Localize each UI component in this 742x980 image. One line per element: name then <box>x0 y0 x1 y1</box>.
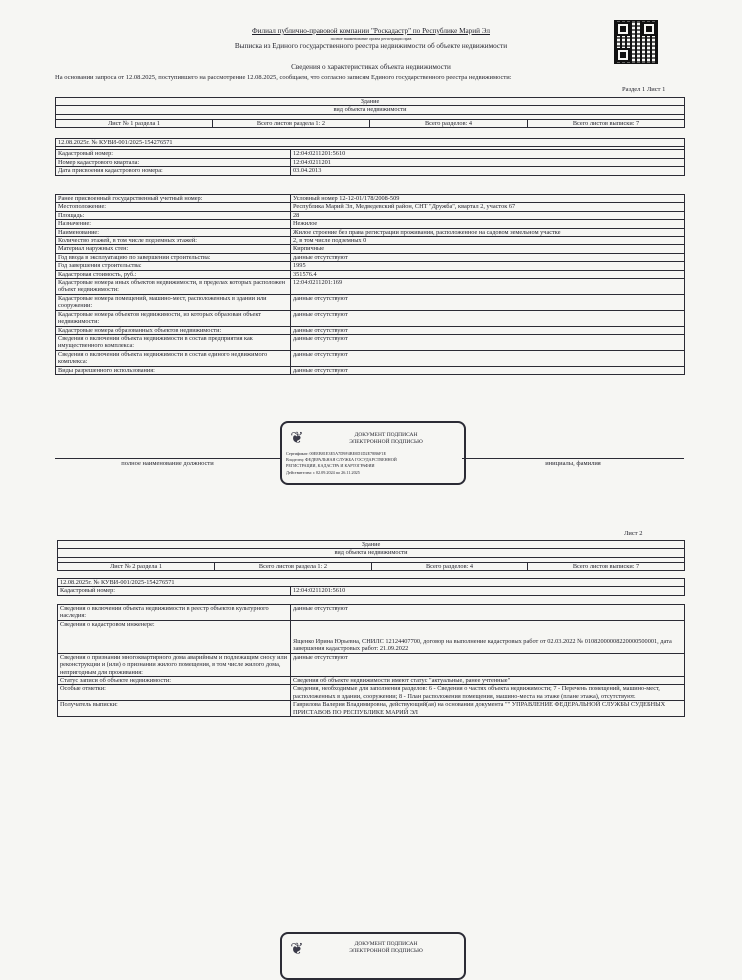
field-value: 351576.4 <box>291 270 685 278</box>
field-label: Сведения о включении объекта недвижимости в состав единого недвижимого комплекса: <box>56 350 291 366</box>
field-value: данные отсутствуют <box>291 326 685 334</box>
table-row <box>56 167 685 175</box>
field-value: данные отсутствуют <box>291 294 685 310</box>
field-value: Условный номер 12-12-01/178/2008-509 <box>291 195 685 203</box>
sheet2-row-value: Гаврилова Валерия Владимировна, действующий(ая) на основании документа "" УПРАВЛЕНИЕ ФЕДЕРАЛЬНОЙ СЛУЖБЫ СУДЕБНЫХ ПРИСТАВОВ ПО РЕСПУБЛИКЕ МАРИЙ ЭЛ <box>291 701 685 717</box>
field-value: 28 <box>291 211 685 219</box>
digital-signature-stamp <box>280 421 466 485</box>
digital-signature-stamp-2 <box>280 932 466 980</box>
sheet2-cadastral-value: 12:04:0211201:5610 <box>291 587 685 595</box>
total-sections: Всего разделов: 4 <box>370 119 528 127</box>
field-value: Кирпичные <box>291 245 685 253</box>
field-value: 12:04:0211201 <box>291 158 685 166</box>
field-label: Ранее присвоенный государственный учетный номер: <box>56 195 291 203</box>
request-line: На основании запроса от 12.08.2025, поступившего на рассмотрение 12.08.2025, сообщаем, что согласно записям Единого государственного реестра недвижимости: <box>55 74 512 81</box>
sheet2-object-type: Здание <box>58 541 685 549</box>
table-row <box>56 211 685 219</box>
sheet2-cadastral-label: Кадастровый номер: <box>58 587 291 595</box>
field-label: Год завершения строительства: <box>56 262 291 270</box>
field-label: Сведения о включении объекта недвижимости в состав предприятия как имущественного комплекса: <box>56 334 291 350</box>
field-value: данные отсутствуют <box>291 253 685 261</box>
field-label: Виды разрешенного использования: <box>56 366 291 374</box>
field-label: Дата присвоения кадастрового номера: <box>56 167 291 175</box>
field-label: Кадастровые номера образованных объектов недвижимости: <box>56 326 291 334</box>
footer-position-label: полное наименование должности <box>121 460 214 467</box>
table-row <box>56 237 685 245</box>
table-row <box>56 294 685 310</box>
field-label: Кадастровые номера иных объектов недвижимости, в пределах которых расположен объект недвижимости: <box>56 279 291 295</box>
sheet2-row-label: Сведения о включении объекта недвижимости в реестр объектов культурного наследия: <box>58 605 291 621</box>
table-row <box>56 228 685 236</box>
field-label: Год ввода в эксплуатацию по завершении строительства: <box>56 253 291 261</box>
sheet2-row-value: данные отсутствуют <box>291 605 685 621</box>
section-title: Сведения о характеристиках объекта недвижимости <box>291 63 451 71</box>
table-row <box>56 334 685 350</box>
field-value: данные отсутствуют <box>291 350 685 366</box>
registry-org-name: Филиал публично-правовой компании "Роскадастр" по Республике Марий Эл <box>252 27 490 35</box>
table-row <box>56 350 685 366</box>
sheet1-characteristics-table <box>55 194 685 375</box>
field-label: Местоположение: <box>56 203 291 211</box>
sheet2-cadastral-table <box>57 578 685 596</box>
sheet2-row-label: Особые отметки: <box>58 685 291 701</box>
field-label: Количество этажей, в том числе подземных этажей: <box>56 237 291 245</box>
stamp-owner-cont: РЕГИСТРАЦИИ, КАДАСТРА И КАРТОГРАФИИ <box>286 463 375 468</box>
sheet2-row-value: данные отсутствуют <box>291 653 685 676</box>
sheet2-total-sheets-section: Всего листов раздела 1: 2 <box>215 562 372 570</box>
sheet2-label: Лист 2 <box>624 530 643 537</box>
stamp-title: ДОКУМЕНТ ПОДПИСАН <box>354 432 418 438</box>
table-row <box>56 158 685 166</box>
table-row <box>56 310 685 326</box>
field-value: данные отсутствуют <box>291 310 685 326</box>
table-row <box>56 262 685 270</box>
object-type: Здание <box>56 98 685 106</box>
sheet2-extract-number: 12.08.2025г. № КУВИ-001/2025-154276571 <box>58 579 685 587</box>
registry-org-caption: полное наименование органа регистрации прав <box>330 36 412 41</box>
table-row <box>56 366 685 374</box>
field-label: Наименование: <box>56 228 291 236</box>
stamp-certificate: Сертификат: 00EEB81E3E5A7D9F4BE0D1D2E78B6F1E <box>286 451 387 456</box>
table-row <box>56 253 685 261</box>
total-sheets-extract: Всего листов выписки: 7 <box>528 119 685 127</box>
footer-name-label: инициалы, фамилия <box>545 460 601 467</box>
sheet2-sheet-number: Лист № 2 раздела 1 <box>58 562 215 570</box>
sheet2-row-label: Сведения о кадастровом инженере: <box>58 620 291 653</box>
sheet-number: Лист № 1 раздела 1 <box>56 119 213 127</box>
stamp-validity: Действителен: с 02.09.2024 по 26.11.2025 <box>286 470 360 475</box>
sheet1-cadastral-table <box>55 138 685 176</box>
field-value: Республика Марий Эл, Медведевский район, СНТ "Дружба", квартал 2, участок 67 <box>291 203 685 211</box>
field-label: Материал наружных стен: <box>56 245 291 253</box>
field-value: данные отсутствуют <box>291 334 685 350</box>
table-row <box>56 195 685 203</box>
field-value: Нежилое <box>291 220 685 228</box>
field-label: Кадастровые номера помещений, машино-мест, расположенных в здании или сооружении: <box>56 294 291 310</box>
sheet2-header-table <box>57 540 685 571</box>
total-sheets-section: Всего листов раздела 1: 2 <box>213 119 370 127</box>
table-row <box>56 245 685 253</box>
field-label: Назначение: <box>56 220 291 228</box>
field-value: 1995 <box>291 262 685 270</box>
stamp2-title: ДОКУМЕНТ ПОДПИСАН <box>354 941 418 947</box>
sheet2-row-label: Сведения о признании многоквартирного дома аварийным и подлежащим сносу или реконструкции и (или) о признании жилого помещения, в том числе жилого дома, непригодным для проживания: <box>58 653 291 676</box>
field-label: Кадастровые номера объектов недвижимости, из которых образован объект недвижимости: <box>56 310 291 326</box>
stamp-subtitle: ЭЛЕКТРОННОЙ ПОДПИСЬЮ <box>349 439 423 445</box>
extract-number: 12.08.2025г. № КУВИ-001/2025-154276571 <box>56 139 685 147</box>
stamp-owner: Владелец: ФЕДЕРАЛЬНАЯ СЛУЖБА ГОСУДАРСТВЕННОЙ <box>286 457 397 462</box>
sheet2-total-sheets-extract: Всего листов выписки: 7 <box>528 562 685 570</box>
field-value: 12:04:0211201:5610 <box>291 150 685 158</box>
section-sheet-label: Раздел 1 Лист 1 <box>622 86 666 93</box>
table-row <box>56 220 685 228</box>
field-value: данные отсутствуют <box>291 366 685 374</box>
sheet2-total-sections: Всего разделов: 4 <box>372 562 528 570</box>
field-label: Кадастровая стоимость, руб.: <box>56 270 291 278</box>
field-label: Номер кадастрового квартала: <box>56 158 291 166</box>
field-label: Площадь: <box>56 211 291 219</box>
sheet2-row-value: Ященко Ирина Юрьевна, СНИЛС 12124407700, договор на выполнение кадастровых работ от 02.03.2022 № 01082000008220000500001, дата завершения кадастровых работ: 21.09.2022 <box>291 620 685 653</box>
sheet2-details-table <box>57 604 685 717</box>
qr-code-icon <box>614 20 658 64</box>
table-row <box>56 150 685 158</box>
field-value: Жилое строение без права регистрации проживания, расположенное на садовом земельном участке <box>291 228 685 236</box>
eagle-emblem-icon: ❦ <box>290 430 304 447</box>
sheet2-row-label: Статус записи об объекте недвижимости: <box>58 677 291 685</box>
field-value: 2, в том числе подземных 0 <box>291 237 685 245</box>
sheet1-header-table <box>55 97 685 128</box>
table-row <box>56 279 685 295</box>
table-row <box>56 203 685 211</box>
eagle-emblem-icon: ❦ <box>290 941 304 958</box>
stamp2-subtitle: ЭЛЕКТРОННОЙ ПОДПИСЬЮ <box>349 948 423 954</box>
table-row <box>56 270 685 278</box>
field-value: 03.04.2013 <box>291 167 685 175</box>
document-title: Выписка из Единого государственного реестра недвижимости об объекте недвижимости <box>234 42 508 50</box>
object-type-label: вид объекта недвижимости <box>56 106 685 114</box>
sheet2-row-label: Получатель выписки: <box>58 701 291 717</box>
table-row <box>56 326 685 334</box>
field-value: 12:04:0211201:169 <box>291 279 685 295</box>
sheet2-row-value: Сведения об объекте недвижимости имеют статус "актуальные, ранее учтенные" <box>291 677 685 685</box>
sheet2-object-type-label: вид объекта недвижимости <box>58 549 685 557</box>
field-label: Кадастровый номер: <box>56 150 291 158</box>
sheet2-row-value: Сведения, необходимые для заполнения разделов: 6 - Сведения о частях объекта недвижимости; 7 - Перечень помещений, машино-мест, расположенных в здании, сооружении; 8 - План расположения помещения, машино-места на этаже (плане этажа), отсутствуют. <box>291 685 685 701</box>
